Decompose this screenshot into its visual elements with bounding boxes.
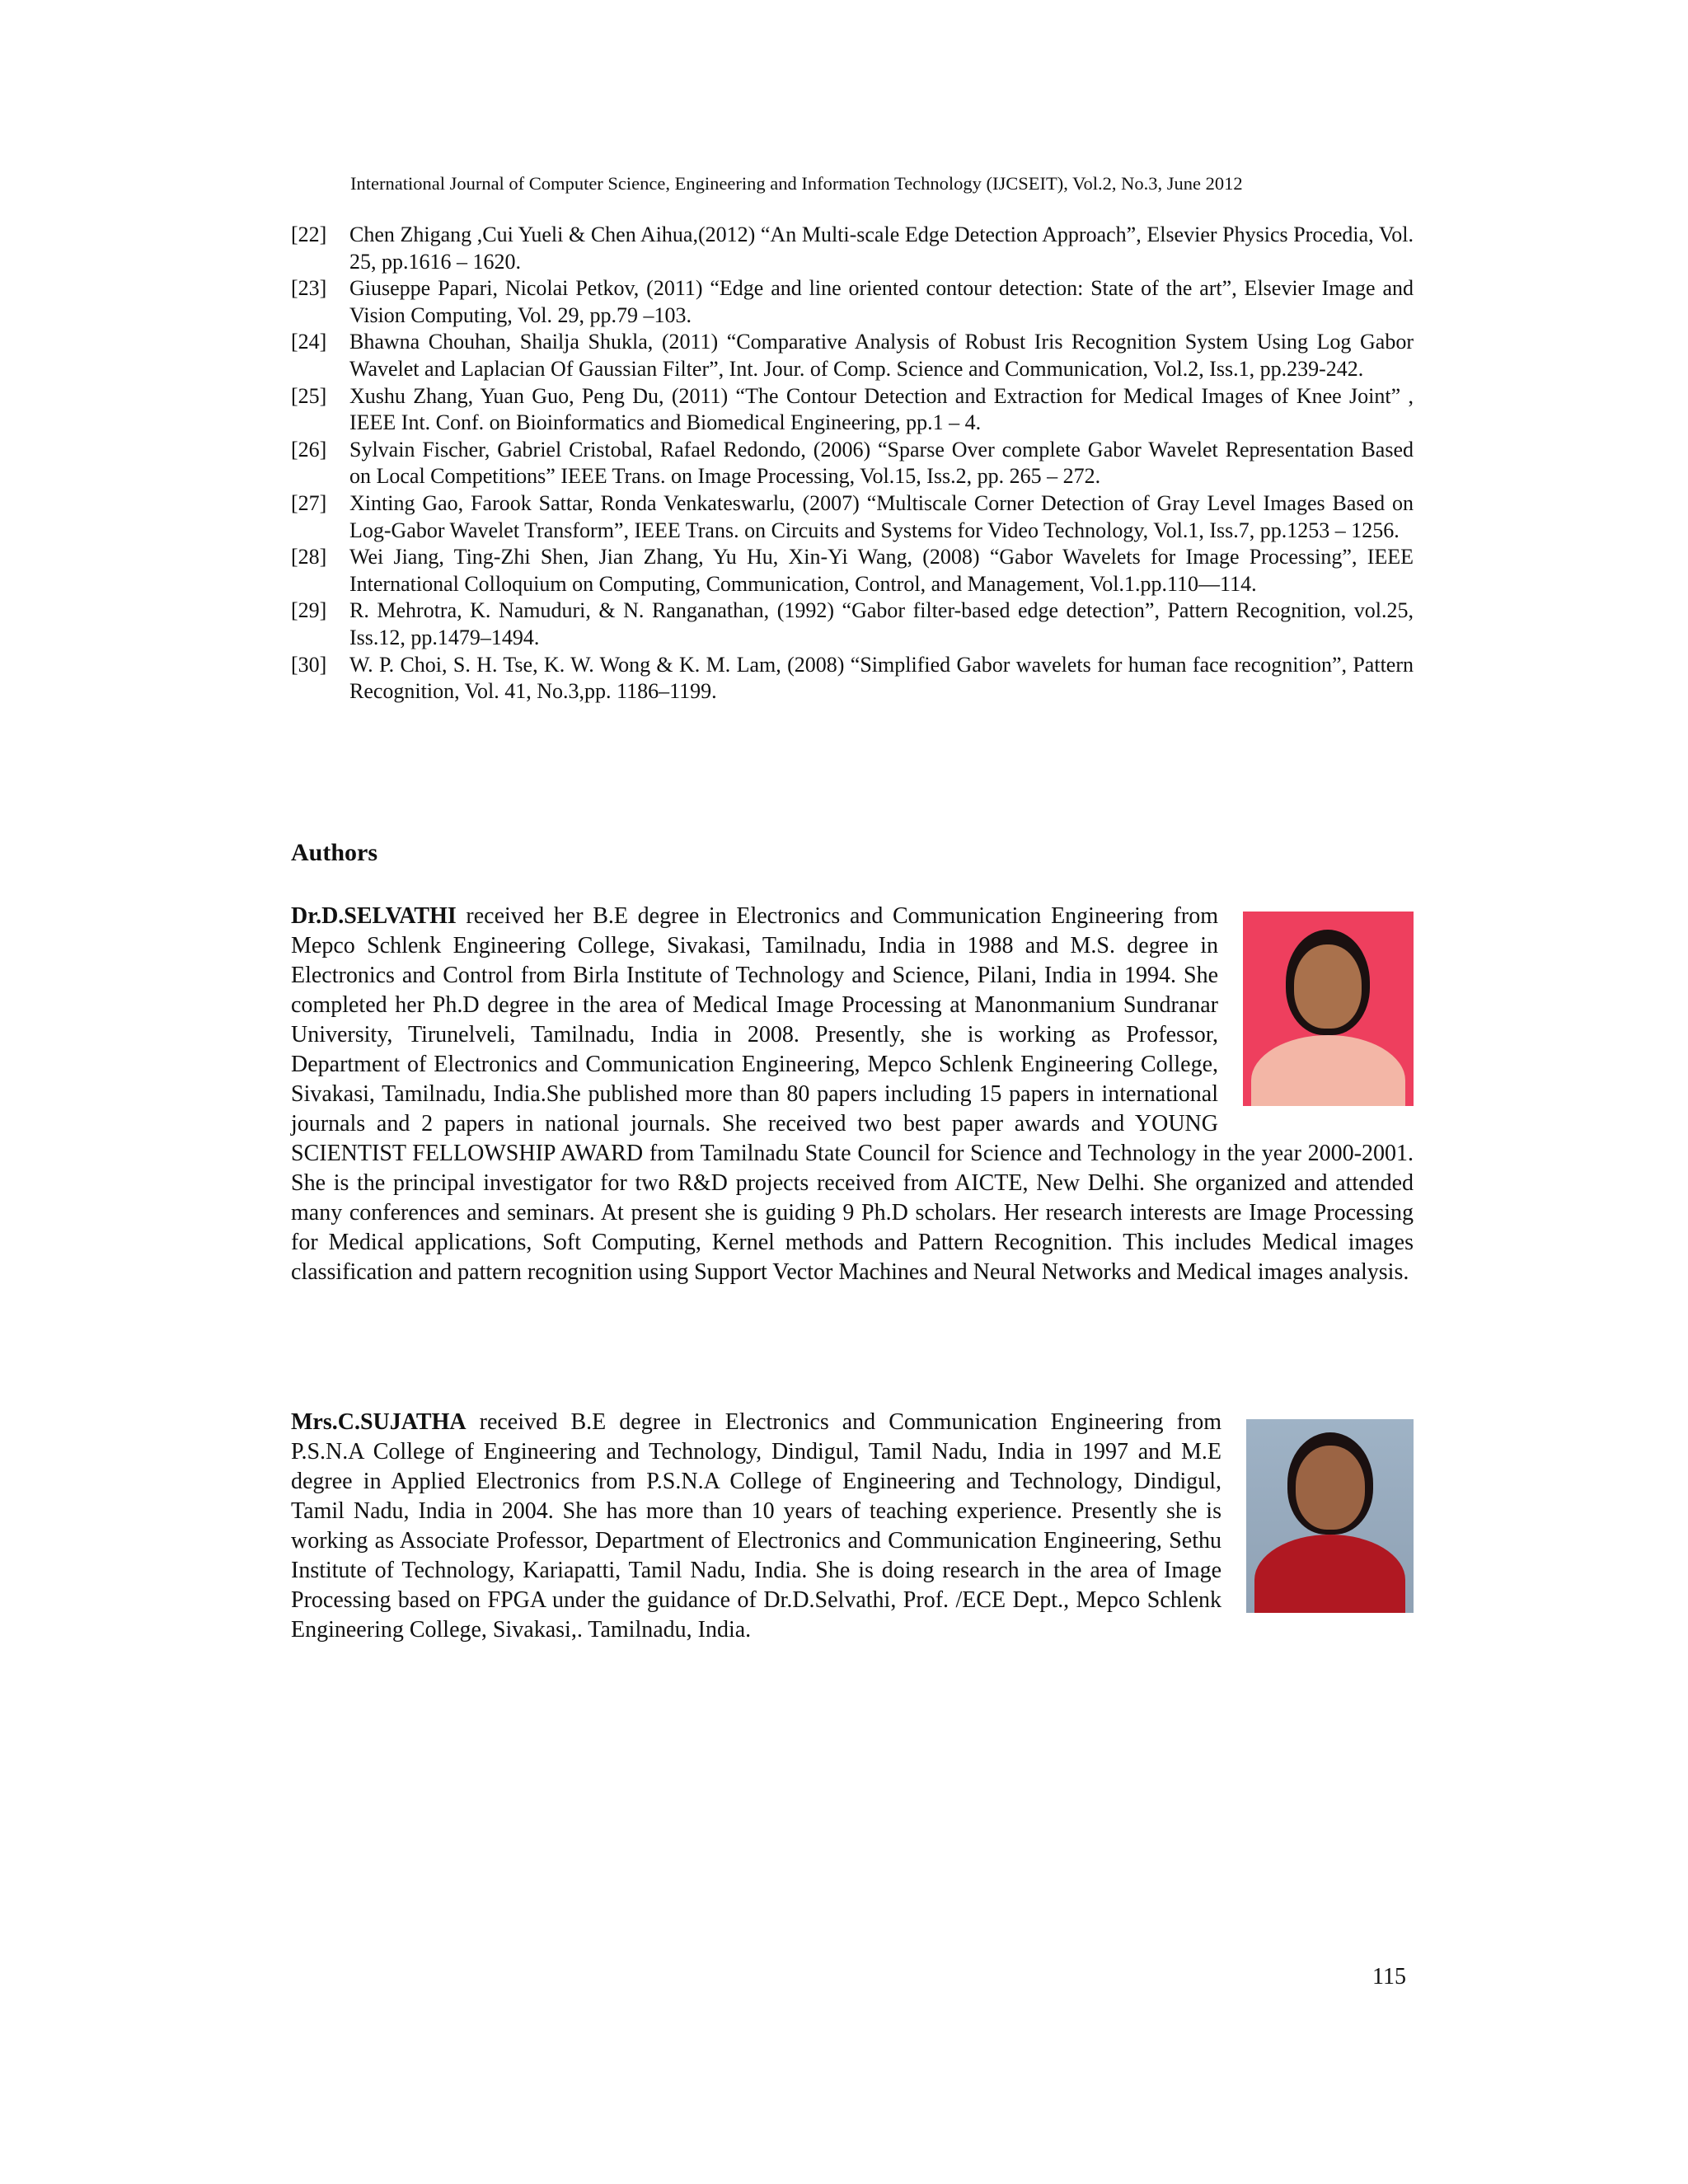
- reference-number: [28]: [291, 545, 327, 569]
- reference-item: [291, 437, 1414, 490]
- reference-item: [291, 598, 1414, 651]
- photo-body: [1251, 1035, 1405, 1106]
- photo-face: [1296, 1446, 1365, 1530]
- reference-number: [26]: [291, 437, 327, 462]
- reference-text: R. Mehrotra, K. Namuduri, & N. Ranganathan, (1992) “Gabor filter-based edge detection”, Pattern Recognition, vol.25, Iss.12, pp.1479–1494.: [349, 598, 1414, 649]
- authors-heading: Authors: [291, 839, 378, 866]
- reference-text: W. P. Choi, S. H. Tse, K. W. Wong & K. M. Lam, (2008) “Simplified Gabor wavelets for human face recognition”, Pattern Recognition, Vol. 41, No.3,pp. 1186–1199.: [349, 652, 1414, 704]
- author-photo: [1243, 912, 1414, 1106]
- reference-number: [22]: [291, 223, 327, 246]
- reference-text: Sylvain Fischer, Gabriel Cristobal, Rafael Redondo, (2006) “Sparse Over complete Gabor Wavelet Representation Based on Local Competitions” IEEE Trans. on Image Processing, Vol.15, Iss.2, pp. 265 – 272.: [349, 437, 1414, 489]
- author-name: Mrs.C.SUJATHA: [291, 1409, 467, 1435]
- reference-number: [27]: [291, 490, 327, 515]
- page-number: 115: [1372, 1964, 1406, 1990]
- reference-text: Xinting Gao, Farook Sattar, Ronda Venkateswarlu, (2007) “Multiscale Corner Detection of Gray Level Images Based on Log-Gabor Wavelet Transform”, IEEE Trans. on Circuits and Systems for Video Technology, Vol.1, Iss.7, pp.1253 – 1256.: [349, 490, 1414, 542]
- reference-text: Bhawna Chouhan, Shailja Shukla, (2011) “Comparative Analysis of Robust Iris Recognition System Using Log Gabor Wavelet and Laplacian Of Gaussian Filter”, Int. Jour. of Comp. Science and Communication, Vol.2, Iss.1, pp.239-242.: [349, 330, 1414, 381]
- author-photo: [1246, 1419, 1414, 1613]
- photo-body: [1254, 1535, 1405, 1613]
- reference-item: [291, 652, 1414, 705]
- reference-number: [24]: [291, 330, 327, 354]
- author-name: Dr.D.SELVATHI: [291, 903, 457, 929]
- author-bio: [291, 1408, 1414, 1645]
- reference-text: Xushu Zhang, Yuan Guo, Peng Du, (2011) “The Contour Detection and Extraction for Medical Images of Knee Joint” , IEEE Int. Conf. on Bioinformatics and Biomedical Engineering, pp.1 – 4.: [349, 383, 1414, 435]
- reference-item: [291, 383, 1414, 437]
- author-bio-text: received B.E degree in Electronics and Communication Engineering from P.S.N.A College of Engineering and Technology, Dindigul, Tamil Nadu, India in 1997 and M.E degree in Applied Electronics from P.S.N.A College of Engineering and Technology, Dindigul, Tamil Nadu, India in 2004. She has more than 10 years of teaching experience. Presently she is working as Associate Professor, Department of Electronics and Communication Engineering, Sethu Institute of Technology, Kariapatti, Tamil Nadu, India. She is doing research in the area of Image Processing based on FPGA under the guidance of Dr.D.Selvathi, Prof. /ECE Dept., Mepco Schlenk Engineering College, Sivakasi,. Tamilnadu, India.: [291, 1409, 1221, 1643]
- reference-item: [291, 222, 1414, 275]
- reference-item: [291, 329, 1414, 382]
- reference-text: Chen Zhigang ,Cui Yueli & Chen Aihua,(2012) “An Multi-scale Edge Detection Approach”, Elsevier Physics Procedia, Vol. 25, pp.1616 – 1620.: [349, 223, 1414, 274]
- photo-face: [1294, 944, 1362, 1029]
- author-bio: [291, 902, 1414, 1287]
- reference-text: Giuseppe Papari, Nicolai Petkov, (2011) “Edge and line oriented contour detection: State of the art”, Elsevier Image and Vision Computing, Vol. 29, pp.79 –103.: [349, 276, 1414, 327]
- reference-number: [23]: [291, 276, 327, 301]
- reference-text: Wei Jiang, Ting-Zhi Shen, Jian Zhang, Yu Hu, Xin-Yi Wang, (2008) “Gabor Wavelets for Image Processing”, IEEE International Colloquium on Computing, Communication, Control, and Management, Vol.1.pp.110—114.: [349, 545, 1414, 596]
- reference-item: [291, 544, 1414, 598]
- reference-number: [25]: [291, 383, 327, 408]
- author-bio-text: received her B.E degree in Electronics and Communication Engineering from Mepco Schlenk Engineering College, Sivakasi, Tamilnadu, India in 1988 and M.S. degree in Electronics and Control from Birla Institute of Technology and Science, Pilani, India in 1994. She completed her Ph.D degree in the area of Medical Image Processing at Manonmanium Sundranar University, Tirunelveli, Tamilnadu, India in 2008. Presently, she is working as Professor, Department of Electronics and Communication Engineering, Mepco Schlenk Engineering College, Sivakasi, Tamilnadu, India.She published more than 80 papers including 15 papers in international journals and 2 papers in national journals. She received two best paper awards and YOUNG SCIENTIST FELLOWSHIP AWARD from Tamilnadu State Council for Science and Technology in the year 2000-2001. She is the principal investigator for two R&D projects received from AICTE, New Delhi. She organized and attended many conferences and seminars. At present she is guiding 9 Ph.D scholars. Her research interests are Image Processing for Medical applications, Soft Computing, Kernel methods and Pattern Recognition. This includes Medical images classification and pattern recognition using Support Vector Machines and Neural Networks and Medical images analysis.: [291, 903, 1414, 1285]
- references-list: [291, 222, 1414, 705]
- reference-item: [291, 275, 1414, 329]
- reference-number: [29]: [291, 598, 327, 623]
- reference-number: [30]: [291, 652, 327, 677]
- journal-header: International Journal of Computer Science, Engineering and Information Technology (IJCSEIT), Vol.2, No.3, June 2012: [350, 173, 1243, 194]
- reference-item: [291, 490, 1414, 544]
